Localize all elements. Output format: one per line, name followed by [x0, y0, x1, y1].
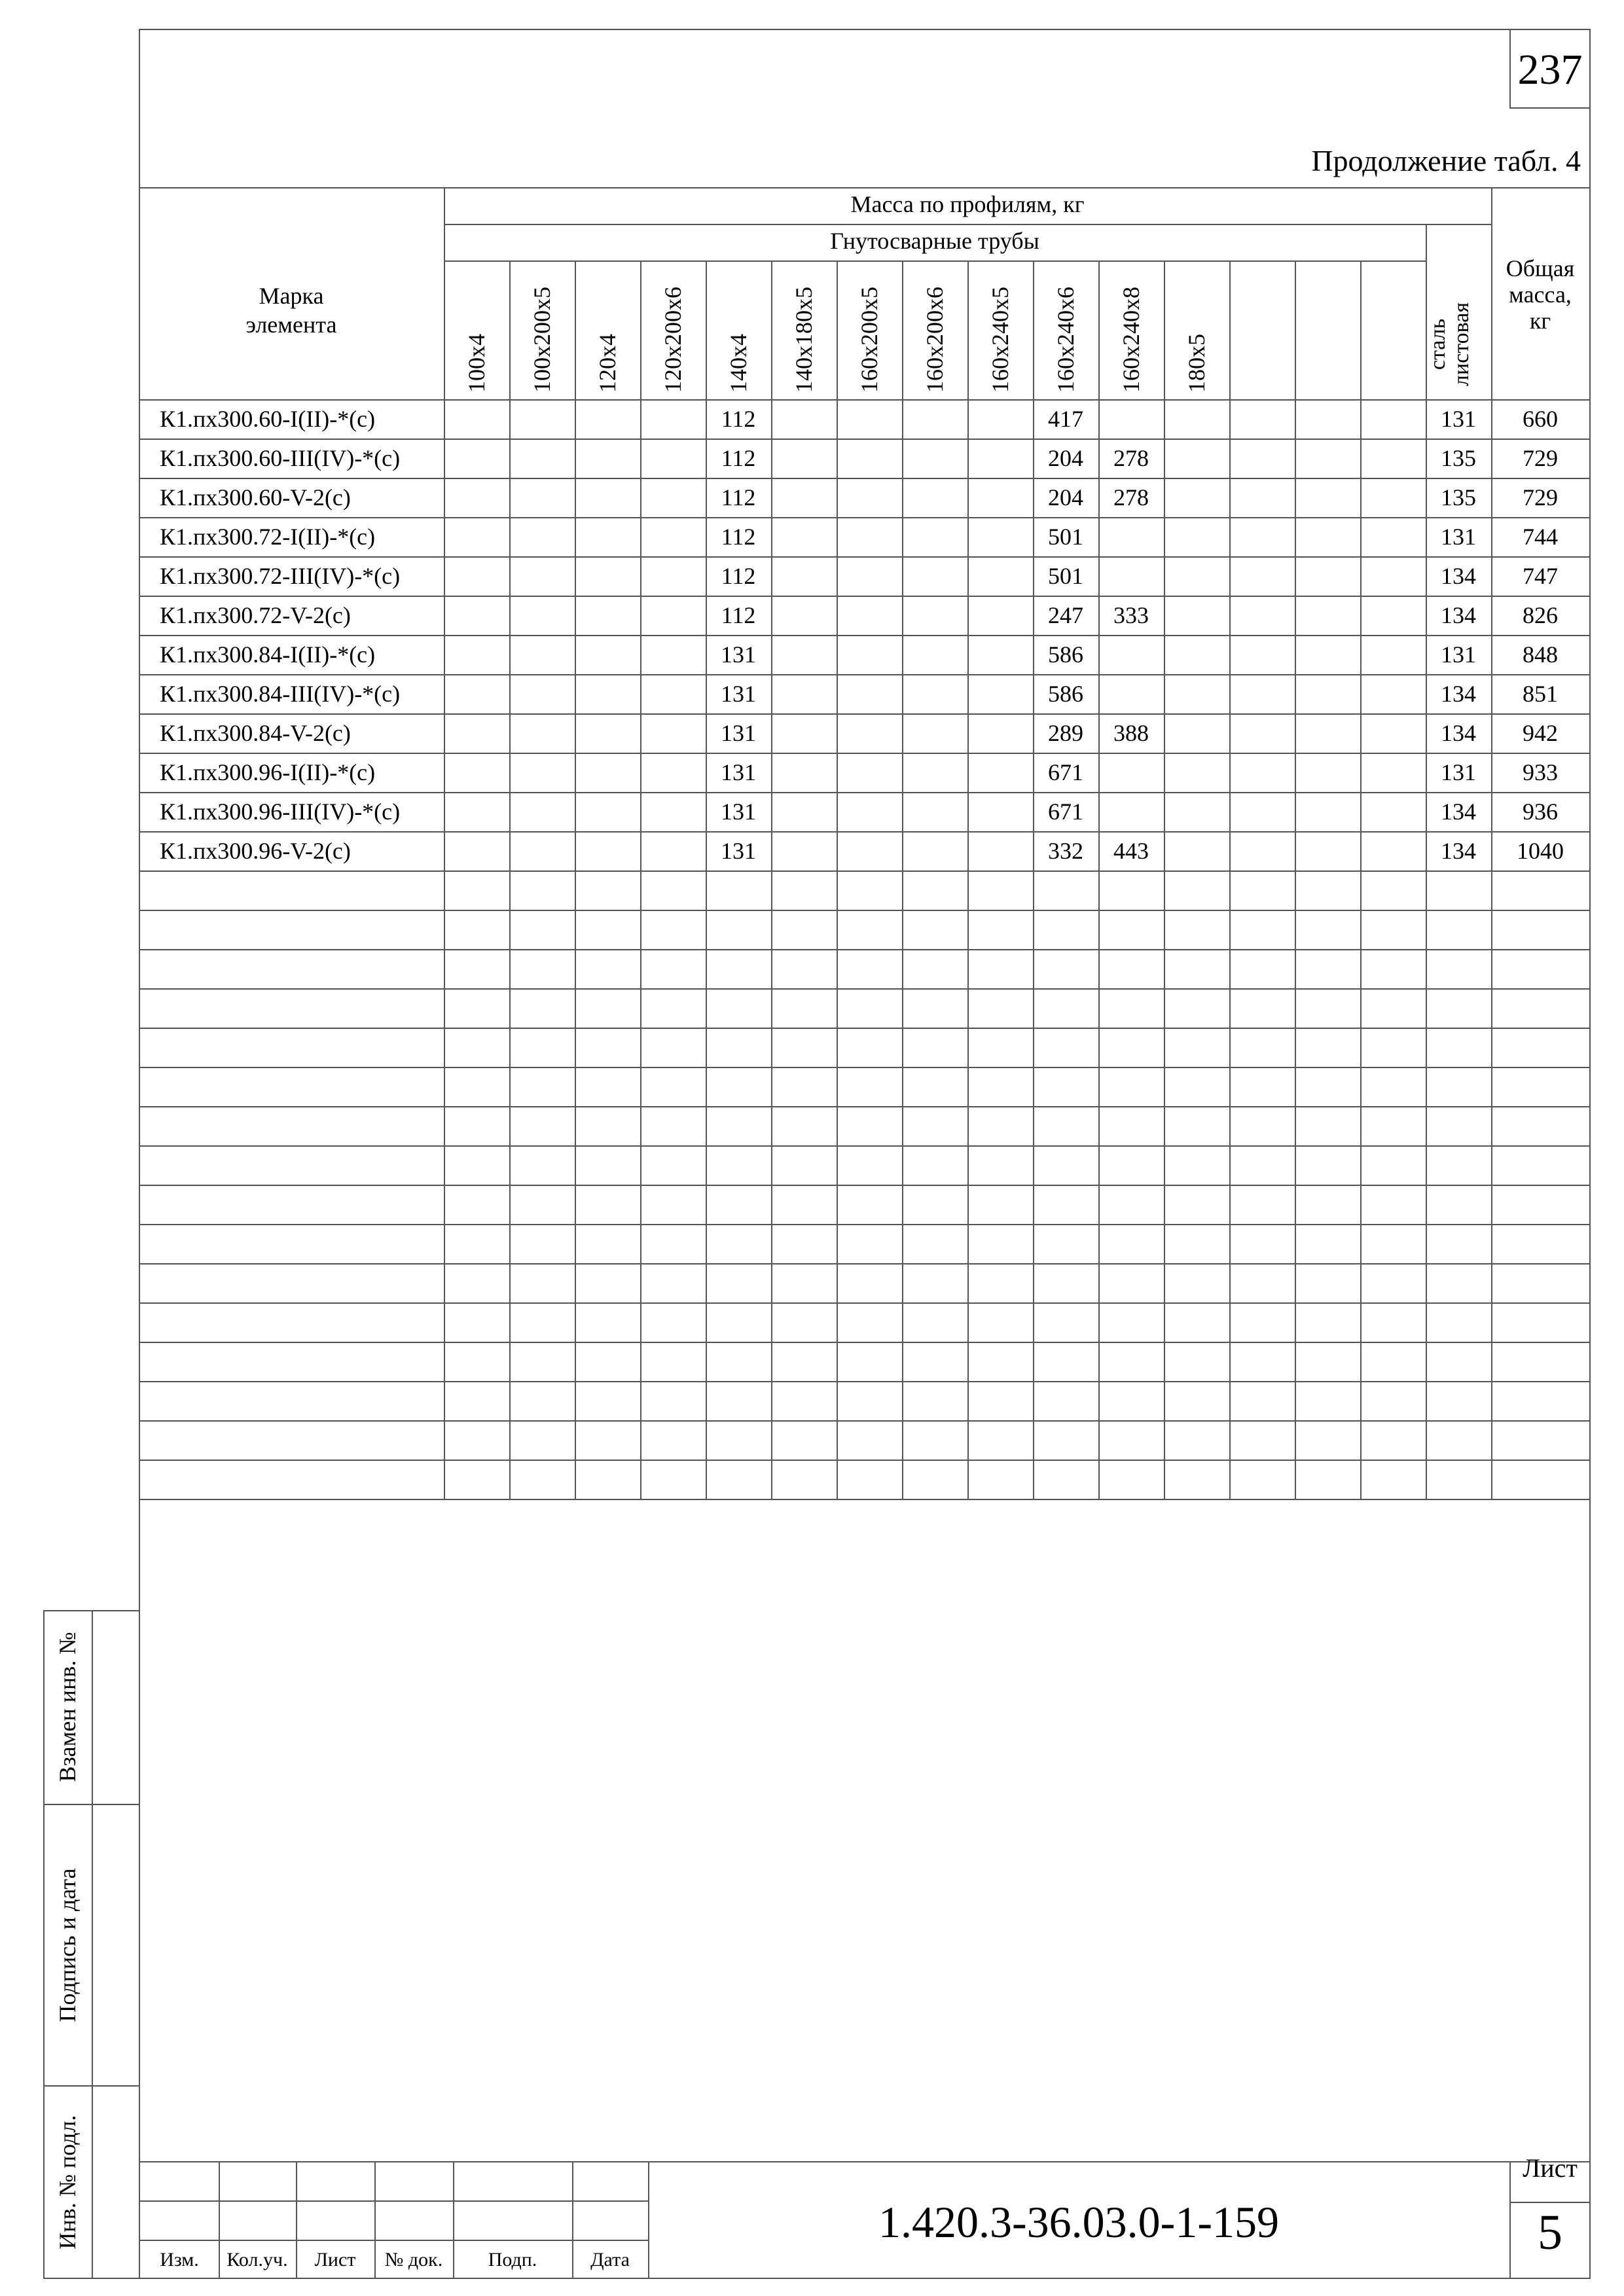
profile-header: 140х180х5: [791, 287, 817, 393]
title-block-label: № док.: [384, 2249, 443, 2270]
profile-col-line: [1360, 260, 1362, 1499]
profile-col-line: [509, 260, 511, 1499]
title-block-label: Кол.уч.: [226, 2249, 288, 2270]
sign-date-label: Подпись и дата: [54, 1868, 81, 2022]
page-number: 237: [1517, 46, 1583, 94]
cell-sheet-steel: 134: [1441, 720, 1476, 746]
cell-140x4: 131: [721, 759, 756, 785]
profile-header: [1313, 262, 1342, 393]
row-mark: К1.пх300.60-III(IV)-*(с): [160, 445, 401, 471]
profile-col-line: [1164, 260, 1165, 1499]
sheet-steel-header: сталь листовая: [1426, 302, 1473, 386]
title-block-label: Подп.: [488, 2249, 537, 2270]
profile-header: 160х240х8: [1118, 287, 1144, 393]
cell-140x4: 131: [721, 641, 756, 668]
table-row-line: [140, 1067, 1589, 1068]
cell-160x240x6: 671: [1048, 798, 1083, 825]
cell-160x240x6: 501: [1048, 563, 1083, 589]
profile-col-line: [902, 260, 903, 1499]
table-row-line: [140, 1420, 1589, 1422]
profile-header: 120х200х6: [660, 287, 686, 393]
cell-sheet-steel: 134: [1441, 602, 1476, 628]
cell-total: 942: [1523, 720, 1558, 746]
table-row-line: [140, 1224, 1589, 1225]
table-row-line: [140, 949, 1589, 950]
sheet-label: Лист: [1523, 2153, 1578, 2183]
cell-140x4: 131: [721, 838, 756, 864]
cell-160x240x8: 278: [1113, 484, 1149, 511]
table-row-line: [140, 1263, 1589, 1265]
cell-140x4: 112: [721, 524, 756, 550]
table-row-line: [140, 1460, 1589, 1461]
table-row-line: [140, 1106, 1589, 1107]
cell-160x240x8: [1098, 517, 1164, 556]
side-stamp-divider: [92, 1610, 93, 2279]
row-mark: К1.пх300.60-V-2(с): [160, 484, 351, 511]
mass-group-header: Масса по профилям, кг: [850, 191, 1085, 217]
table-row-line: [140, 1185, 1589, 1186]
profile-col-line: [1229, 260, 1231, 1499]
row-mark: К1.пх300.84-III(IV)-*(с): [160, 681, 401, 707]
cell-total: 729: [1523, 445, 1558, 471]
cell-total: 660: [1523, 406, 1558, 432]
cell-sheet-steel: 131: [1441, 524, 1476, 550]
profile-header: 100х4: [463, 334, 490, 393]
cell-total: 729: [1523, 484, 1558, 511]
title-block-label: Изм.: [160, 2249, 199, 2270]
cell-160x240x6: 204: [1048, 484, 1083, 511]
cell-sheet-steel: 135: [1441, 445, 1476, 471]
cell-160x240x6: 332: [1048, 838, 1083, 864]
doc-code: 1.420.3-36.03.0-1-159: [878, 2197, 1279, 2247]
profile-header: 120х4: [594, 334, 621, 393]
row-mark: К1.пх300.96-V-2(с): [160, 838, 351, 864]
total-header: Общая масса, кг: [1506, 255, 1575, 334]
cell-140x4: 112: [721, 563, 756, 589]
cell-160x240x8: [1098, 674, 1164, 713]
mark-col-line: [444, 187, 445, 1499]
cell-160x240x8: 388: [1113, 720, 1149, 746]
continuation-caption: Продолжение табл. 4: [1311, 144, 1581, 177]
title-block-label: Дата: [590, 2249, 630, 2270]
table-row-line: [140, 1381, 1589, 1382]
profile-header: 160х200х6: [922, 287, 948, 393]
profile-col-line: [837, 260, 838, 1499]
inv-orig-label: Инв. № подл.: [54, 2115, 81, 2250]
cell-160x240x6: 417: [1048, 406, 1083, 432]
cell-160x240x6: 247: [1048, 602, 1083, 628]
profile-header: 160х240х5: [987, 287, 1013, 393]
cell-total: 1040: [1517, 838, 1564, 864]
table-row-line: [140, 1342, 1589, 1343]
cell-sheet-steel: 135: [1441, 484, 1476, 511]
row-mark: К1.пх300.96-I(II)-*(с): [160, 759, 376, 785]
cell-140x4: 131: [721, 720, 756, 746]
profile-header: 160х200х5: [856, 287, 882, 393]
table-row-line: [140, 1499, 1589, 1500]
cell-160x240x8: [1098, 635, 1164, 674]
row-mark: К1.пх300.72-V-2(с): [160, 602, 351, 628]
table-row-line: [140, 1028, 1589, 1029]
cell-sheet-steel: 134: [1441, 563, 1476, 589]
cell-160x240x8: 278: [1113, 445, 1149, 471]
profile-header: [1248, 262, 1276, 393]
cell-160x240x8: 443: [1113, 838, 1149, 864]
cell-total: 826: [1523, 602, 1558, 628]
row-mark: К1.пх300.84-V-2(с): [160, 720, 351, 746]
profile-header: 140х4: [725, 334, 751, 393]
cell-160x240x6: 501: [1048, 524, 1083, 550]
cell-160x240x6: 204: [1048, 445, 1083, 471]
cell-sheet-steel: 134: [1441, 681, 1476, 707]
cell-140x4: 112: [721, 445, 756, 471]
cell-total: 851: [1523, 681, 1558, 707]
row-mark: К1.пх300.72-III(IV)-*(с): [160, 563, 401, 589]
sheet-number: 5: [1538, 2205, 1562, 2260]
cell-140x4: 112: [721, 484, 756, 511]
profile-col-line: [771, 260, 772, 1499]
table-row-line: [140, 1145, 1589, 1147]
cell-160x240x8: [1098, 753, 1164, 792]
tubes-group-header: Гнутосварные трубы: [830, 228, 1039, 254]
side-stamp-line-2: [43, 2085, 140, 2087]
cell-160x240x8: 333: [1113, 602, 1149, 628]
row-mark: К1.пх300.96-III(IV)-*(с): [160, 798, 401, 825]
table-row-line: [140, 988, 1589, 990]
title-block-top: [140, 2161, 1591, 2162]
profile-header: 180х5: [1183, 334, 1210, 393]
cell-140x4: 131: [721, 798, 756, 825]
cell-160x240x6: 289: [1048, 720, 1083, 746]
replaced-inv-label: Взамен инв. №: [54, 1632, 81, 1782]
row-mark: К1.пх300.72-I(II)-*(с): [160, 524, 376, 550]
table-row-line: [140, 870, 1589, 872]
cell-sheet-steel: 131: [1441, 406, 1476, 432]
profile-header: [1379, 262, 1407, 393]
profile-header: 100х200х5: [529, 287, 555, 393]
cell-160x240x8: [1098, 556, 1164, 596]
profile-col-line: [575, 260, 576, 1499]
cell-140x4: 112: [721, 602, 756, 628]
cell-160x240x6: 586: [1048, 641, 1083, 668]
cell-total: 747: [1523, 563, 1558, 589]
cell-total: 848: [1523, 641, 1558, 668]
cell-sheet-steel: 131: [1441, 759, 1476, 785]
cell-sheet-steel: 134: [1441, 838, 1476, 864]
row-mark: К1.пх300.60-I(II)-*(с): [160, 406, 376, 432]
title-block-label: Лист: [314, 2249, 356, 2270]
profile-header: 160х240х6: [1053, 287, 1079, 393]
row-mark: К1.пх300.84-I(II)-*(с): [160, 641, 376, 668]
cell-140x4: 131: [721, 681, 756, 707]
cell-total: 933: [1523, 759, 1558, 785]
cell-160x240x8: [1098, 399, 1164, 439]
cell-sheet-steel: 134: [1441, 798, 1476, 825]
cell-160x240x6: 671: [1048, 759, 1083, 785]
cell-160x240x6: 586: [1048, 681, 1083, 707]
cell-total: 744: [1523, 524, 1558, 550]
profile-col-line: [967, 260, 969, 1499]
table-row-line: [140, 1302, 1589, 1304]
cell-140x4: 112: [721, 406, 756, 432]
mark-header: Марка элемента: [245, 283, 337, 338]
cell-total: 936: [1523, 798, 1558, 825]
profile-col-line: [1295, 260, 1296, 1499]
side-stamp-line-1: [43, 1804, 140, 1805]
table-row-line: [140, 910, 1589, 911]
cell-160x240x8: [1098, 792, 1164, 831]
cell-sheet-steel: 131: [1441, 641, 1476, 668]
profile-col-line: [640, 260, 641, 1499]
